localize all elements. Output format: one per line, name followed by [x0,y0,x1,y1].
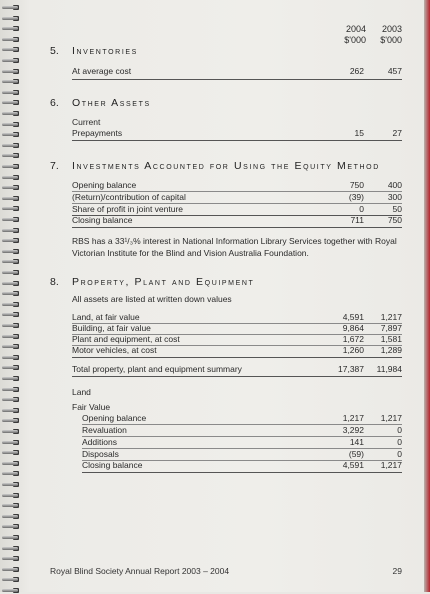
section-heading: Property, Plant and Equipment [72,276,255,288]
binding-ring [2,470,22,477]
table-row [72,437,402,448]
binding-ring [2,131,22,138]
value-2004: 750 [349,180,364,190]
value-2003: 50 [392,204,402,214]
binding-ring [2,301,22,308]
binding-ring [2,449,22,456]
binding-ring [2,481,22,488]
content-area [50,0,402,592]
binding-ring [2,25,22,32]
rule [72,376,402,377]
row-label: At average cost [72,66,132,76]
binding-ring [2,555,22,562]
table-row [72,66,402,77]
binding-ring [2,36,22,43]
binding-ring [2,227,22,234]
value-2003: 1,217 [380,460,402,470]
binding-ring [2,99,22,106]
table-row [72,334,402,345]
binding-ring [2,545,22,552]
binding-ring [2,417,22,424]
table-row [72,192,402,203]
value-2004: 1,672 [342,334,364,344]
section-number: 6. [50,97,59,109]
table-row [72,345,402,356]
section-heading: Investments Accounted for Using the Equity Method [72,160,380,172]
row-label: Closing balance [82,460,143,470]
section-number: 5. [50,45,59,57]
row-label: Plant and equipment, at cost [72,334,180,344]
value-2003: 400 [387,180,402,190]
row-label: Opening balance [72,180,137,190]
row-label: Closing balance [72,215,133,225]
row-label: Additions [82,437,117,447]
binding-ring [2,205,22,212]
rule [72,79,402,80]
row-label: Land, at fair value [72,312,140,322]
binding-ring [2,407,22,414]
rule [72,227,402,228]
spiral-binding [0,0,26,592]
binding-ring [2,513,22,520]
value-2003: 0 [397,437,402,447]
value-2003: 11,984 [376,364,402,374]
table-row [72,323,402,334]
binding-ring [2,195,22,202]
binding-ring [2,576,22,583]
year-2003-header: 2003 [381,24,402,34]
binding-ring [2,587,22,594]
binding-ring [2,152,22,159]
rule [72,357,402,358]
value-2003: 300 [387,192,402,202]
value-2004: 262 [349,66,364,76]
value-2003: 0 [397,449,402,459]
value-2003: 750 [387,215,402,225]
binding-ring [2,534,22,541]
rule [82,472,402,473]
binding-ring [2,15,22,22]
binding-ring [2,110,22,117]
binding-ring [2,492,22,499]
table-row [72,204,402,215]
binding-ring [2,237,22,244]
binding-ring [2,78,22,85]
binding-ring [2,311,22,318]
row-label: Prepayments [72,128,123,138]
value-2004: 1,260 [342,345,364,355]
section-8-title [50,276,402,288]
rule [72,140,402,141]
subheading: Current [72,117,101,127]
binding-ring [2,375,22,382]
binding-ring [2,333,22,340]
section-heading: Inventories [72,45,138,57]
binding-ring [2,248,22,255]
land-heading: Land [72,387,91,397]
section-5-title [50,45,402,57]
binding-ring [2,46,22,53]
row-label: (Return)/contribution of capital [72,192,186,202]
table-row [72,449,402,460]
value-2004: 4,591 [342,312,364,322]
binding-ring [2,163,22,170]
value-2003: 457 [387,66,402,76]
value-2004: 3,292 [342,425,364,435]
row-label: Motor vehicles, at cost [72,345,157,355]
value-2003: 1,581 [380,334,402,344]
intro-text: All assets are listed at written down values [72,294,232,304]
binding-ring [2,68,22,75]
row-label: Opening balance [82,413,147,423]
table-row [72,128,402,139]
fair-value-heading: Fair Value [72,402,111,412]
value-2003: 1,289 [380,345,402,355]
section-7-title [50,160,402,172]
value-2003: 0 [397,425,402,435]
value-2004: 711 [350,215,364,225]
section-number: 7. [50,160,59,172]
binding-ring [2,4,22,11]
unit-2004-header: $'000 [344,35,366,45]
binding-ring [2,322,22,329]
section-6-title [50,97,402,109]
value-2004: 17,387 [338,364,364,374]
binding-ring [2,184,22,191]
table-row [72,425,402,436]
row-label: Building, at fair value [72,323,151,333]
binding-ring [2,142,22,149]
binding-ring [2,216,22,223]
value-2004: 15 [354,128,364,138]
note-paragraph: RBS has a 33¹/₃% interest in National Information Library Services together with Royal Victorian Institute for the Blind and Vision Australia Foundation. [72,236,397,258]
column-headers [322,24,402,46]
binding-ring [2,89,22,96]
total-row [72,364,402,375]
binding-ring [2,174,22,181]
binding-ring [2,121,22,128]
value-2003: 1,217 [380,413,402,423]
value-2003: 27 [392,128,402,138]
value-2004: 4,591 [342,460,364,470]
binding-ring [2,290,22,297]
binding-ring [2,343,22,350]
value-2004: 141 [349,437,364,447]
binding-ring [2,439,22,446]
year-2004-header: 2004 [345,24,366,34]
row-label: Revaluation [82,425,127,435]
table-row [72,460,402,471]
page-footer [50,566,402,576]
binding-ring [2,258,22,265]
row-label: Total property, plant and equipment summary [72,364,242,374]
value-2004: 9,864 [342,323,364,333]
binding-ring [2,396,22,403]
binding-ring [2,460,22,467]
value-2004: (59) [348,449,364,459]
unit-2003-header: $'000 [380,35,402,45]
row-label: Disposals [82,449,119,459]
footer-title: Royal Blind Society Annual Report 2003 – 2004 [50,566,230,576]
table-row [72,312,402,323]
binding-ring [2,57,22,64]
binding-ring [2,428,22,435]
page-edge [424,0,430,592]
value-2003: 1,217 [380,312,402,322]
binding-ring [2,280,22,287]
binding-ring [2,523,22,530]
row-label: Share of profit in joint venture [72,204,184,214]
binding-ring [2,566,22,573]
value-2004: 1,217 [342,413,364,423]
binding-ring [2,386,22,393]
value-2003: 7,897 [380,323,402,333]
section-number: 8. [50,276,59,288]
value-2004: (39) [348,192,364,202]
table-row [72,413,402,424]
binding-ring [2,269,22,276]
binding-ring [2,354,22,361]
table-row [72,215,402,226]
value-2004: 0 [359,204,364,214]
binding-ring [2,364,22,371]
binding-ring [2,502,22,509]
page-number: 29 [392,566,402,576]
section-heading: Other Assets [72,97,151,109]
table-row [72,180,402,191]
